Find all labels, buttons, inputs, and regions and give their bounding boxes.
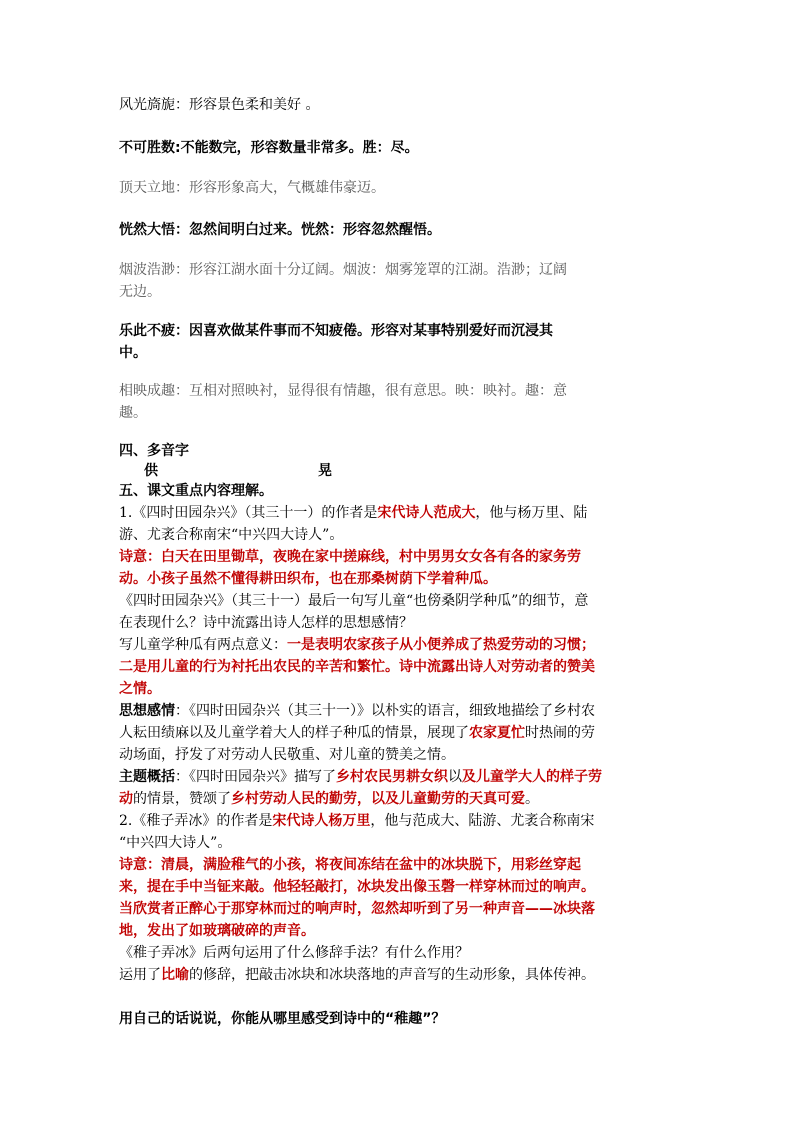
- question-1-line2: 游、尤袤合称南宋“中兴四大诗人”。: [119, 527, 344, 543]
- thought-line1: 思想感情：《四时田园杂兴（其三十一）》以朴实的语言，细致地描绘了乡村农: [119, 703, 595, 719]
- idiom-bukeshengshu: 不可胜数:不能数完，形容数量非常多。胜：尽。: [119, 140, 419, 156]
- answer-2-line3: 之情。: [119, 681, 161, 697]
- question-1-line1: 1.《四时田园杂兴》（其三十一）的作者是宋代诗人范成大，他与杨万里、陆: [119, 505, 588, 521]
- question-2-line2: 在表现什么？诗中流露出诗人怎样的思想感情？: [119, 615, 413, 631]
- question-4: 《稚子弄冰》后两句运用了什么修辞手法？有什么作用？: [119, 945, 469, 961]
- answer-2-line1: 写儿童学种瓜有两点意义：一是表明农家孩子从小便养成了热爱劳动的习惯；: [119, 637, 595, 653]
- theme-line2: 动的情景，赞颂了乡村劳动人民的勤劳，以及儿童勤劳的天真可爱。: [119, 791, 539, 807]
- idiom-lecibupi-2: 中。: [119, 345, 147, 361]
- poem2-meaning-line2: 来，提在手中当钲来敲。他轻轻敲打，冰块发出像玉磬一样穿林而过的响声。: [119, 879, 595, 895]
- thought-line3: 动场面，抒发了对劳动人民敬重、对儿童的赞美之情。: [119, 747, 455, 763]
- idiom-dingtianlidi: 顶天立地：形容形象高大，气概雄伟豪迈。: [119, 180, 385, 196]
- poem2-meaning-line1: 诗意：清晨，满脸稚气的小孩，将夜间冻结在盆中的冰块脱下，用彩丝穿起: [119, 857, 581, 873]
- section4-heading: 四、多音字: [119, 443, 189, 459]
- answer-2-line2: 二是用儿童的行为衬托出农民的辛苦和繁忙。诗中流露出诗人对劳动者的赞美: [119, 659, 595, 675]
- answer-4: 运用了比喻的修辞，把敲击冰块和冰块落地的声音写的生动形象，具体传神。: [119, 967, 595, 983]
- idiom-lecibupi-1: 乐此不疲：因喜欢做某件事而不知疲倦。形容对某事特别爱好而沉浸其: [119, 323, 553, 339]
- question-3-line2: “中兴四大诗人”。: [119, 835, 232, 851]
- question-5: 用自己的话说说，你能从哪里感受到诗中的“稚趣”？: [119, 1011, 446, 1027]
- poem2-meaning-line4: 地，发出了如玻璃破碎的声音。: [119, 923, 315, 939]
- polyphone-char-1: 供: [144, 463, 158, 479]
- idiom-huangrandawu: 恍然大悟：忽然间明白过来。恍然：形容忽然醒悟。: [119, 222, 441, 238]
- theme-line1: 主题概括：《四时田园杂兴》描写了乡村农民男耕女织以及儿童学大人的样子劳: [119, 769, 602, 785]
- poem1-meaning-line2: 动。小孩子虽然不懂得耕田织布，也在那桑树荫下学着种瓜。: [119, 571, 497, 587]
- thought-line2: 人耘田绩麻以及儿童学着大人的样子种瓜的情景，展现了农家夏忙时热闹的劳: [119, 725, 595, 741]
- idiom-yanbohaomiao-2: 无边。: [119, 284, 161, 300]
- idiom-xiangyingchengqu-2: 趣。: [119, 405, 147, 421]
- idiom-fengguang: 风光旖旎：形容景色柔和美好 。: [119, 97, 320, 113]
- question-2-line1: 《四时田园杂兴》（其三十一）最后一句写儿童“也傍桑阴学种瓜”的细节，意: [119, 593, 589, 609]
- polyphone-char-2: 晃: [318, 463, 332, 479]
- poem1-meaning-line1: 诗意：白天在田里锄草，夜晚在家中搓麻线，村中男男女女各有各的家务劳: [119, 549, 581, 565]
- idiom-yanbohaomiao-1: 烟波浩渺：形容江湖水面十分辽阔。烟波：烟雾笼罩的江湖。浩渺；辽阔: [119, 262, 567, 278]
- idiom-xiangyingchengqu-1: 相映成趣：互相对照映衬，显得很有情趣，很有意思。映：映衬。趣：意: [119, 383, 567, 399]
- section5-heading: 五、课文重点内容理解。: [119, 483, 273, 499]
- poem2-meaning-line3: 当欣赏者正醉心于那穿林而过的响声时，忽然却听到了另一种声音——冰块落: [119, 901, 595, 917]
- question-3-line1: 2.《稚子弄冰》的作者是宋代诗人杨万里，他与范成大、陆游、尤袤合称南宋: [119, 813, 595, 829]
